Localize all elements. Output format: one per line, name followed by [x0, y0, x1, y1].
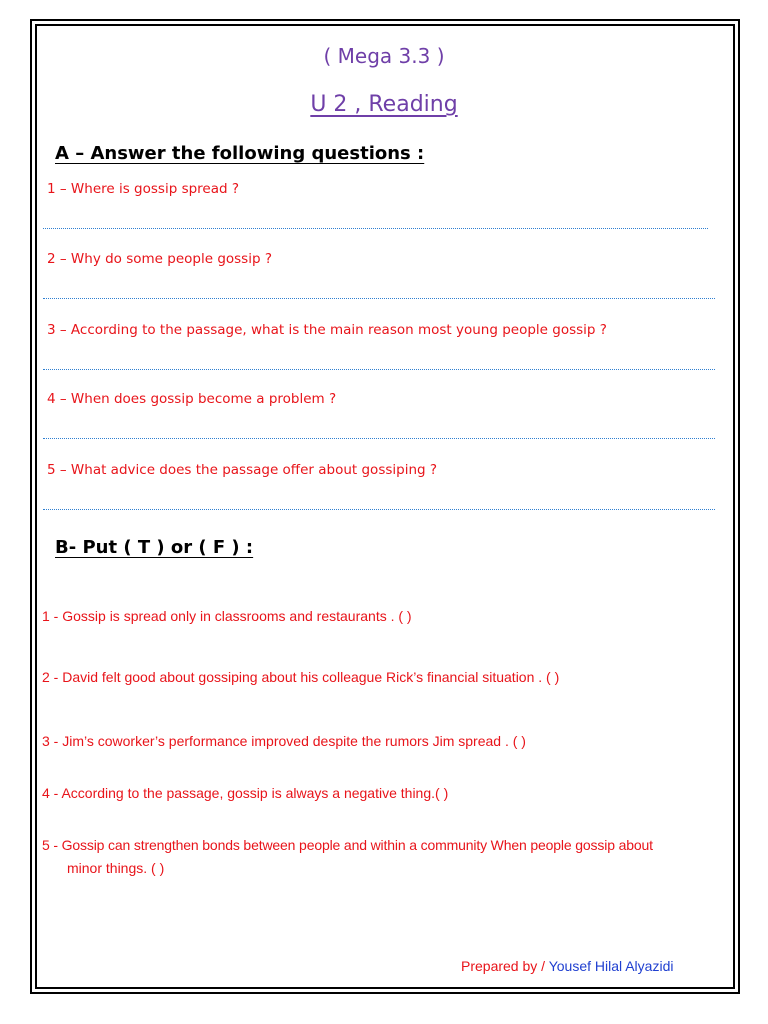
answer-line-3[interactable] — [43, 369, 715, 370]
prepared-by-label: Prepared by / — [461, 958, 549, 974]
worksheet-title: ( Mega 3.3 ) — [323, 44, 445, 68]
tf-statement-5-continued: minor things. ( ) — [67, 860, 165, 876]
answer-line-1[interactable] — [43, 228, 708, 229]
question-1: 1 – Where is gossip spread ? — [47, 181, 240, 197]
section-b-heading: B- Put ( T ) or ( F ) : — [55, 537, 254, 558]
answer-line-4[interactable] — [43, 438, 715, 439]
question-2: 2 – Why do some people gossip ? — [47, 251, 272, 267]
answer-line-2[interactable] — [43, 298, 715, 299]
tf-statement-4: 4 - According to the passage, gossip is always a negative thing.( ) — [42, 785, 449, 801]
tf-statement-3: 3 - Jim’s coworker’s performance improved despite the rumors Jim spread . ( ) — [42, 733, 526, 749]
answer-line-5[interactable] — [43, 509, 715, 510]
tf-statement-5: 5 - Gossip can strengthen bonds between people and within a community When people gossip about — [42, 837, 653, 853]
question-4: 4 – When does gossip become a problem ? — [47, 391, 337, 407]
tf-statement-2: 2 - David felt good about gossiping about his colleague Rick’s financial situation . ( ) — [42, 669, 560, 685]
tf-statement-1: 1 - Gossip is spread only in classrooms and restaurants . ( ) — [42, 608, 412, 624]
section-a-heading: A – Answer the following questions : — [55, 143, 425, 164]
prepared-by-credit — [461, 958, 673, 974]
worksheet-subtitle: U 2 , Reading — [310, 92, 458, 117]
question-5: 5 – What advice does the passage offer about gossiping ? — [47, 462, 438, 478]
question-3: 3 – According to the passage, what is the main reason most young people gossip ? — [47, 322, 607, 338]
author-name: Yousef Hilal Alyazidi — [548, 958, 674, 974]
